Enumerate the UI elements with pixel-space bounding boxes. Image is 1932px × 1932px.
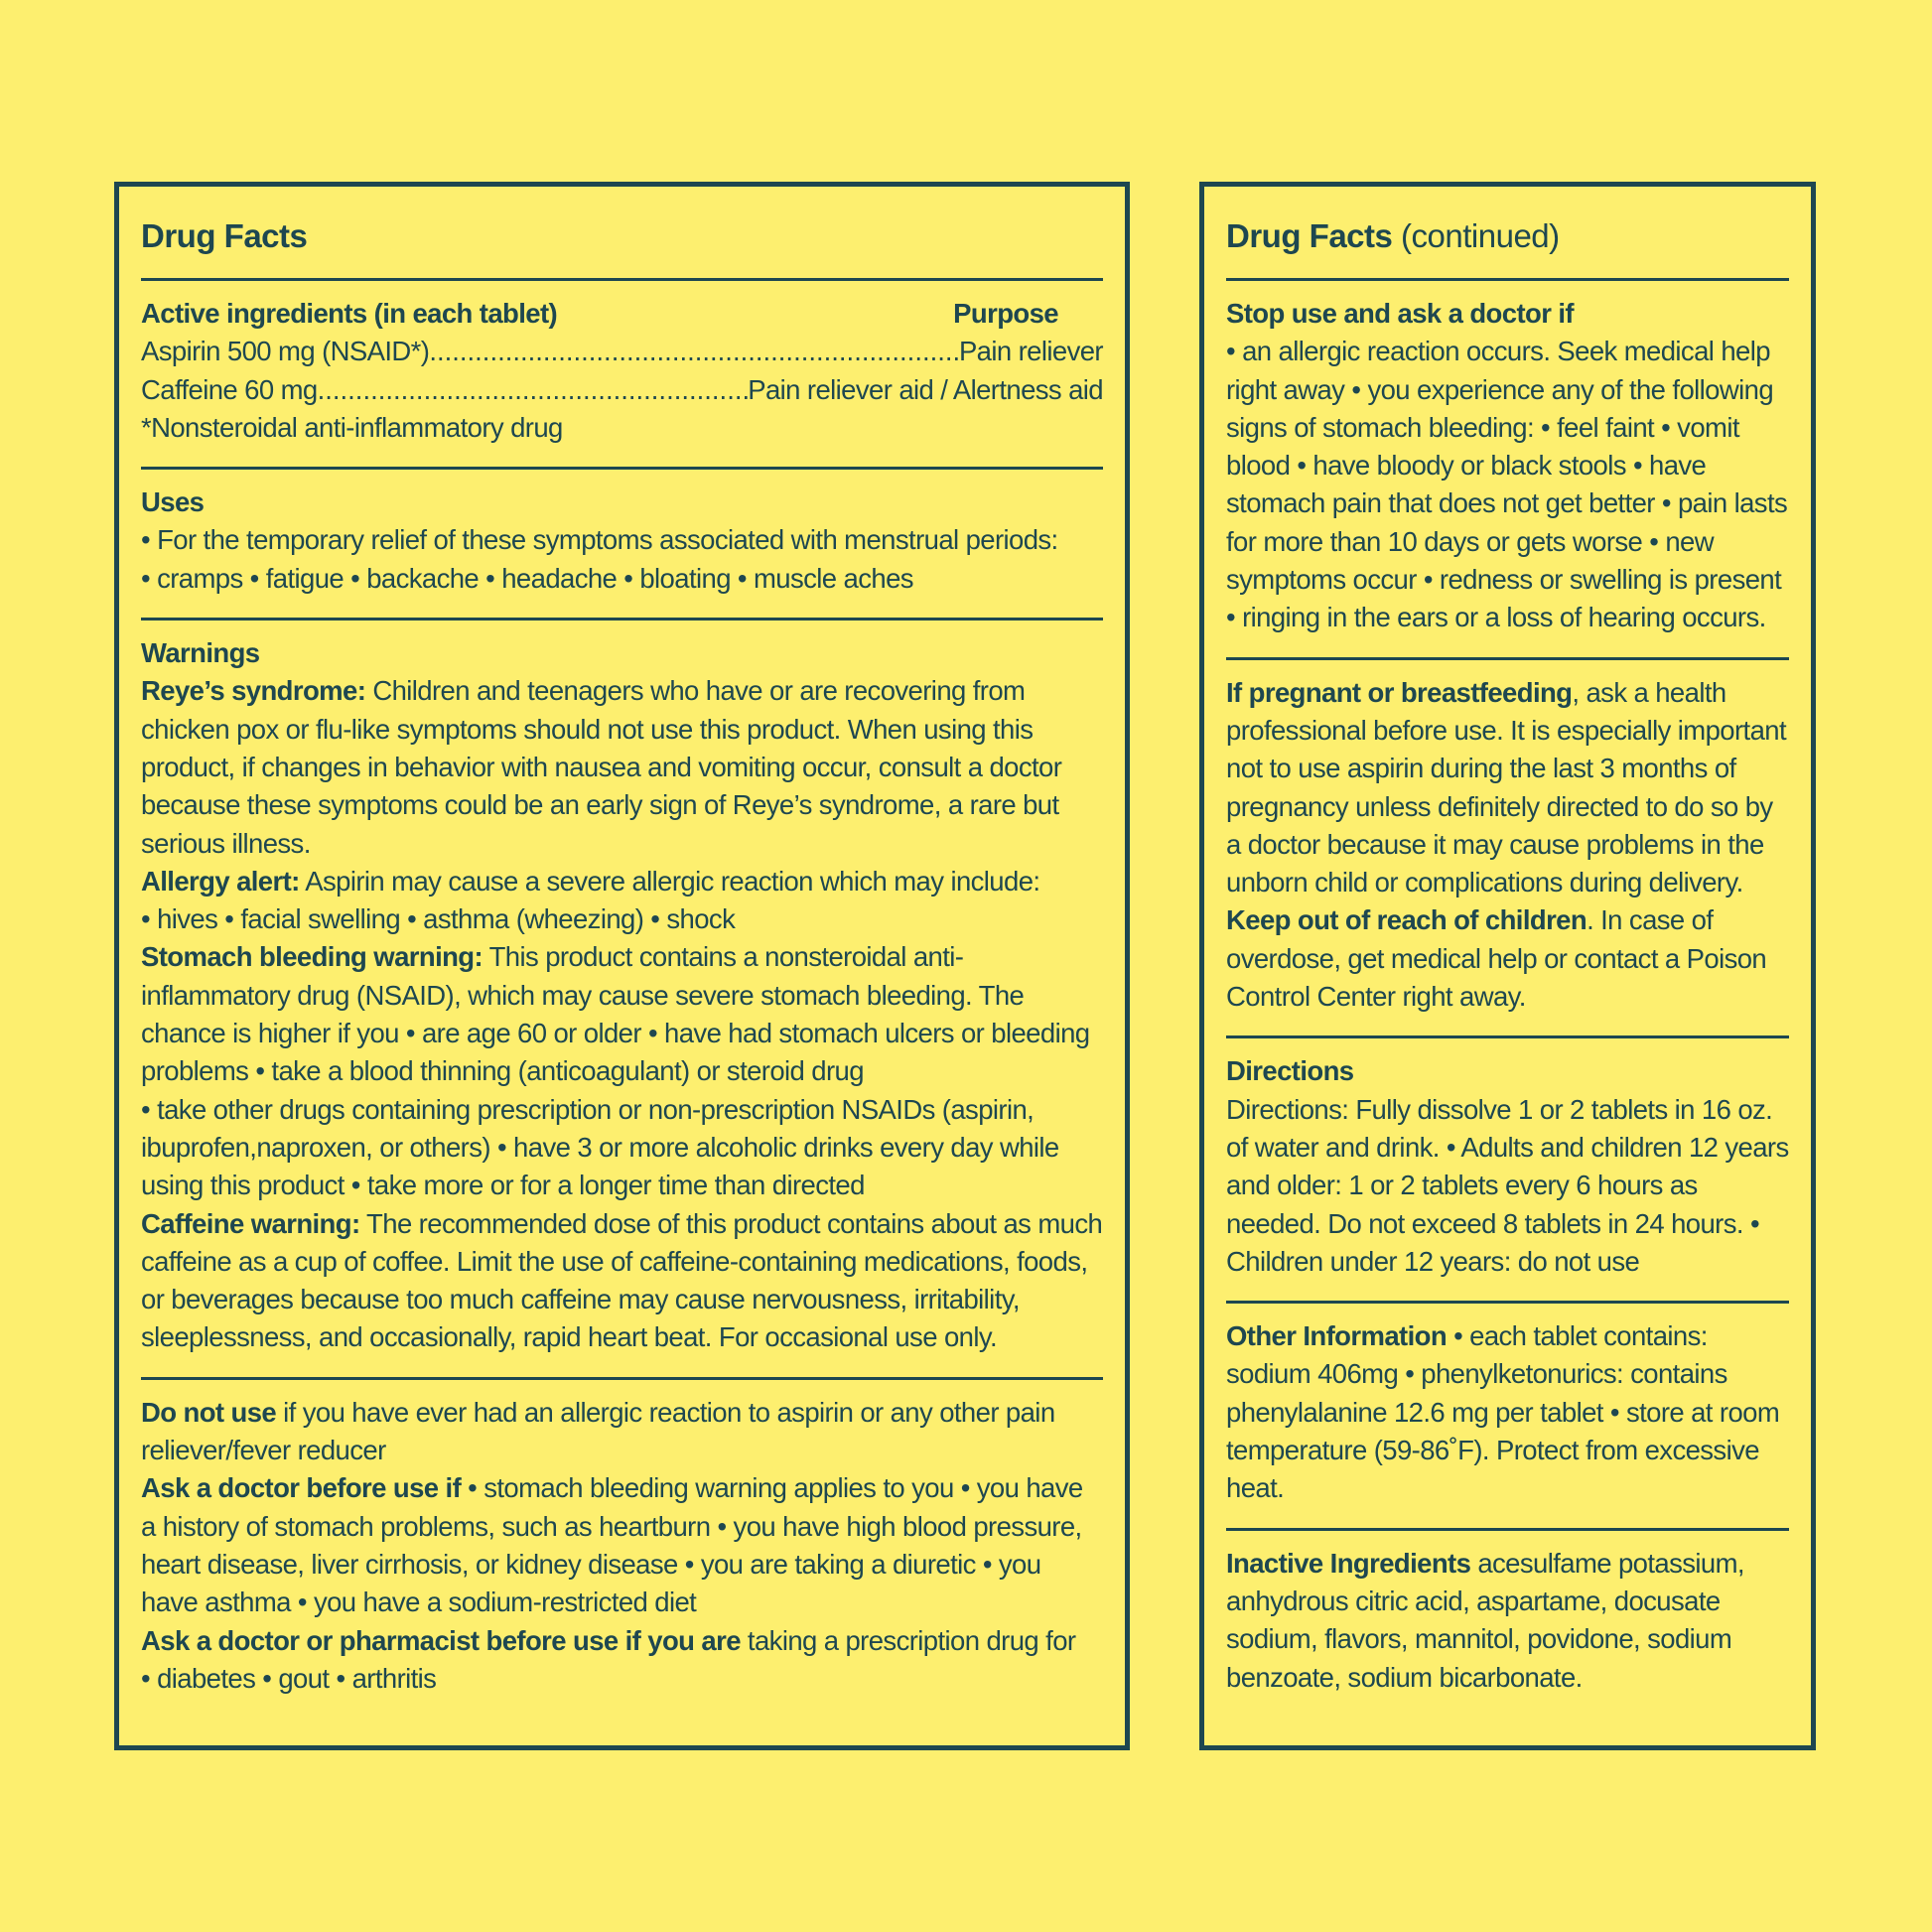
- divider: [141, 618, 1103, 621]
- ingredient-purpose: Pain reliever aid / Alertness aid: [748, 373, 1103, 405]
- ingredient-row: [141, 333, 1103, 370]
- allergy-alert: Allergy alert: Aspirin may cause a severe allergic reaction which may include:: [141, 865, 1040, 897]
- do-not-use-section: [141, 1394, 1103, 1698]
- allergy-list: • hives • facial swelling • asthma (wheezing) • shock: [141, 903, 736, 935]
- ingredient-footnote: *Nonsteroidal anti-inflammatory drug: [141, 411, 563, 443]
- panel-title: Drug Facts: [141, 217, 308, 254]
- do-not-use: Do not use if you have ever had an allergic reaction to aspirin or any other pain reliever/fever reducer: [141, 1396, 1055, 1466]
- drug-facts-continued-panel: [1199, 182, 1816, 1750]
- purpose-heading: Purpose: [953, 298, 1058, 329]
- divider: [1226, 1035, 1789, 1038]
- warnings-section: [141, 634, 1103, 1357]
- active-ingredients-heading: Active ingredients (in each tablet): [141, 298, 558, 329]
- caffeine-warning: Caffeine warning: The recommended dose of this product contains about as much caffeine as a cup of coffee. Limit the use of caffeine-containing medications, foods, or beverages because too much caffeine may cause nervousness, irritability, sleeplessness, and occasionally, rapid heart beat. For occasional use only.: [141, 1207, 1103, 1353]
- divider: [141, 467, 1103, 470]
- pregnancy-section: [1226, 674, 1789, 1017]
- drug-facts-panel: [114, 182, 1130, 1750]
- ask-pharmacist: Ask a doctor or pharmacist before use if you are taking a prescription drug for: [141, 1624, 1076, 1656]
- ingredient-name: Caffeine 60 mg: [141, 373, 318, 405]
- leader-dots: [429, 333, 959, 370]
- ingredient-row: [141, 371, 1103, 409]
- ingredient-purpose: Pain reliever: [958, 336, 1103, 367]
- active-ingredients-section: [141, 295, 1103, 447]
- warnings-heading: Warnings: [141, 637, 260, 669]
- stop-use-section: [1226, 295, 1789, 637]
- uses-line: • cramps • fatigue • backache • headache • bloating • muscle aches: [141, 562, 913, 594]
- uses-section: [141, 483, 1103, 598]
- stomach-bleeding-warning-cont: • take other drugs containing prescription or non-prescription NSAIDs (aspirin, ibuprofen,naproxen, or others) • have 3 or more alcoholic drinks every day while using this product • take more or for a longer time than directed: [141, 1093, 1059, 1201]
- pharmacist-list: • diabetes • gout • arthritis: [141, 1662, 437, 1694]
- active-ingredients-header: [141, 295, 1103, 333]
- stomach-bleeding-warning: Stomach bleeding warning: This product contains a nonsteroidal anti-inflammatory drug (NSAID), which may cause severe stomach bleeding. The chance is higher if you • are age 60 or older • have had stomach ulcers or bleeding problems • take a blood thinning (anticoagulant) or steroid drug: [141, 941, 1090, 1087]
- other-information-section: [1226, 1317, 1789, 1507]
- divider: [1226, 1301, 1789, 1304]
- uses-line: • For the temporary relief of these symptoms associated with menstrual periods:: [141, 524, 1058, 556]
- keep-out-of-reach: Keep out of reach of children. In case of overdose, get medical help or contact a Poison Control Center right away.: [1226, 904, 1767, 1013]
- divider: [1226, 657, 1789, 660]
- stop-use-heading: Stop use and ask a doctor if: [1226, 298, 1574, 329]
- inactive-ingredients-text: Inactive Ingredients acesulfame potassium, anhydrous citric acid, aspartame, docusate sodium, flavors, mannitol, povidone, sodium benzoate, sodium bicarbonate.: [1226, 1547, 1744, 1693]
- directions-heading: Directions: [1226, 1055, 1354, 1087]
- ask-doctor: Ask a doctor before use if • stomach bleeding warning applies to you • you have a history of stomach problems, such as heartburn • you have high blood pressure, heart disease, liver cirrhosis, or kidney disease • you are taking a diuretic • you have asthma • you have a sodium-restricted diet: [141, 1472, 1083, 1618]
- panel-title: Drug Facts (continued): [1226, 217, 1560, 254]
- leader-dots: [318, 371, 749, 409]
- stop-use-text: • an allergic reaction occurs. Seek medical help right away • you experience any of the following signs of stomach bleeding: • feel faint • vomit blood • have bloody or black stools • have stomach pain that does not get better • pain lasts for more than 10 days or gets worse • new symptoms occur • redness or swelling is present • ringing in the ears or a loss of hearing occurs.: [1226, 336, 1788, 633]
- directions-section: [1226, 1052, 1789, 1281]
- directions-text: Directions: Fully dissolve 1 or 2 tablets in 16 oz. of water and drink. • Adults and children 12 years and older: 1 or 2 tablets every 6 hours as needed. Do not exceed 8 tablets in 24 hours. • Children under 12 years: do not use: [1226, 1093, 1789, 1277]
- inactive-ingredients-section: [1226, 1545, 1789, 1697]
- divider: [141, 1377, 1103, 1380]
- pregnancy-text: If pregnant or breastfeeding, ask a health professional before use. It is especially important not to use aspirin during the last 3 months of pregnancy unless definitely directed to do so by a doctor because it may cause problems in the unborn child or complications during delivery.: [1226, 676, 1787, 898]
- reye-warning: Reye’s syndrome: Children and teenagers who have or are recovering from chicken pox or flu-like symptoms should not use this product. When using this product, if changes in behavior with nausea and vomiting occur, consult a doctor because these symptoms could be an early sign of Reye’s syndrome, a rare but serious illness.: [141, 675, 1062, 859]
- divider: [1226, 1528, 1789, 1531]
- divider: [1226, 278, 1789, 281]
- uses-heading: Uses: [141, 486, 205, 518]
- ingredient-name: Aspirin 500 mg (NSAID*): [141, 336, 430, 367]
- other-information-text: Other Information • each tablet contains: sodium 406mg • phenylketonurics: contains phenylalanine 12.6 mg per tablet • store at room temperature (59-86˚F). Protect from excessive heat.: [1226, 1320, 1780, 1504]
- divider: [141, 278, 1103, 281]
